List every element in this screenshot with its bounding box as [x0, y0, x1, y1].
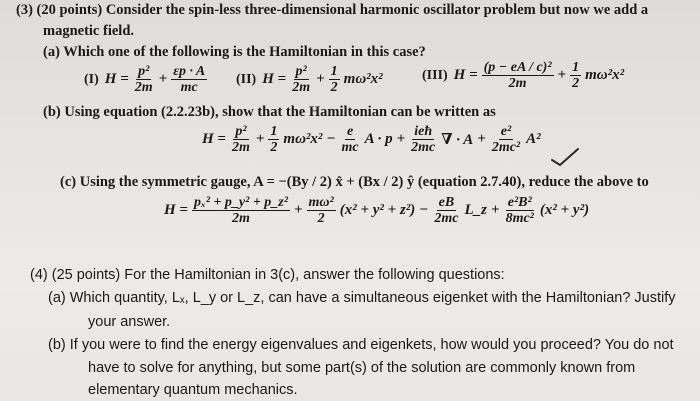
- problem3-part-c: (c) Using the symmetric gauge, A = −(By / 2) x̂ + (Bx / 2) ŷ (equation 2.7.40), reduce the above to: [60, 174, 649, 190]
- problem4-part-a-line1: (a) Which quantity, Lₓ, L_y or L_z, can have a simultaneous eigenket with the Hamiltonian? Justify: [48, 290, 676, 306]
- problem4-part-b-line1: (b) If you were to find the energy eigenvalues and eigenkets, how would you proceed? You do not: [48, 337, 674, 353]
- problem3-intro-line2: magnetic field.: [43, 23, 135, 39]
- problem3-part-b: (b) Using equation (2.2.23b), show that the Hamiltonian can be written as: [43, 104, 496, 120]
- problem3-part-a: (a) Which one of the following is the Hamiltonian in this case?: [43, 44, 426, 60]
- option-III-equation: (III) H = $\frac{\text{(p − eA / c)²}}{2m}$ + $\frac{1}{2}$ mω²x²: [422, 60, 625, 91]
- problem4-part-a-line2: your answer.: [88, 314, 171, 330]
- problem3-intro-line1: (3) (20 points) Consider the spin-less three-dimensional harmonic oscillator problem but now we add a: [16, 2, 649, 18]
- equation-c: H = $\frac{\text{pₓ² + p\_y² + p\_z²}}{2m}$ + $\frac{\text{mω²}}{2}$ (x² + y² + z²) − $\frac{eB}{2mc}$ L_z + $\frac{\text{e²B²}}{\text{8mc²}}$ (x² + y²): [164, 195, 590, 226]
- option-II-equation: (II) H = $\frac{\text{p²}}{2m}$ + $\frac{1}{2}$ mω²x²: [236, 64, 383, 95]
- equation-b: H = $\frac{\text{p²}}{2m}$ + $\frac{1}{2}$ mω²x² − $\frac{e}{mc}$ A · p + $\frac{\text{ieħ}}{2mc}$ ∇ · A + $\frac{\text{e²}}{\text{2mc²}}$ A²: [202, 124, 541, 155]
- problem4-part-b-line3: elementary quantum mechanics.: [88, 382, 298, 398]
- problem4-part-b-line2: have to solve for anything, but some part(s) of the solution are commonly known from: [88, 360, 636, 376]
- handwritten-check-icon: [548, 146, 582, 168]
- problem4-intro: (4) (25 points) For the Hamiltonian in 3(c), answer the following questions:: [30, 267, 505, 283]
- option-I-equation: (I) H = $\frac{\text{p²}}{2m}$ + $\frac{\varepsilon p \cdot A}{mc}$: [84, 64, 206, 95]
